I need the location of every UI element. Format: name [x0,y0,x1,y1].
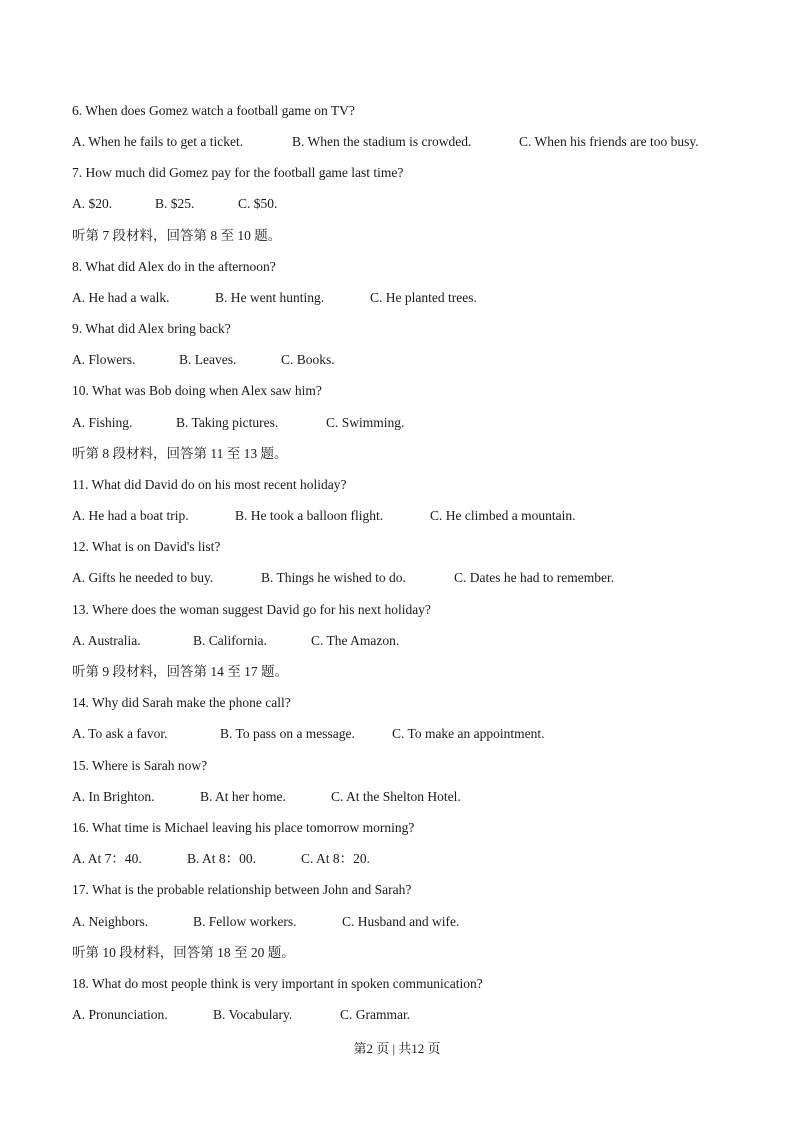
question-13: 13. Where does the woman suggest David go for his next holiday? [72,602,431,617]
question-15: 15. Where is Sarah now? [72,758,208,773]
option-11a: A. He had a boat trip. [72,508,189,523]
option-8c: C. He planted trees. [370,290,477,305]
option-15a: A. In Brighton. [72,789,155,804]
question-9: 9. What did Alex bring back? [72,321,231,336]
question-18: 18. What do most people think is very important in spoken communication? [72,976,483,991]
option-6b: B. When the stadium is crowded. [292,134,472,149]
option-10b: B. Taking pictures. [176,415,279,430]
option-18a: A. Pronunciation. [72,1007,168,1022]
question-10: 10. What was Bob doing when Alex saw him? [72,383,322,398]
option-10c: C. Swimming. [326,415,405,430]
option-17a: A. Neighbors. [72,914,149,929]
option-14a: A. To ask a favor. [72,726,168,741]
question-12: 12. What is on David's list? [72,539,221,554]
option-6a: A. When he fails to get a ticket. [72,134,244,149]
question-11: 11. What did David do on his most recent holiday? [72,477,347,492]
option-16a: A. At 7：40. [72,851,142,866]
option-7a: A. $20. [72,196,113,211]
question-14: 14. Why did Sarah make the phone call? [72,695,291,710]
option-13b: B. California. [193,633,267,648]
option-16b: B. At 8：00. [187,851,257,866]
question-17: 17. What is the probable relationship between John and Sarah? [72,882,412,897]
option-18b: B. Vocabulary. [213,1007,293,1022]
option-11c: C. He climbed a mountain. [430,508,576,523]
section-instruction-10: 听第 10 段材料，回答第 18 至 20 题。 [72,945,295,960]
option-18c: C. Grammar. [340,1007,411,1022]
option-8a: A. He had a walk. [72,290,170,305]
section-instruction-8: 听第 8 段材料，回答第 11 至 13 题。 [72,446,288,461]
page-footer: 第2 页 | 共12 页 [353,1041,441,1056]
option-7b: B. $25. [155,196,195,211]
option-14c: C. To make an appointment. [392,726,545,741]
question-7: 7. How much did Gomez pay for the football game last time? [72,165,404,180]
option-6c: C. When his friends are too busy. [519,134,699,149]
option-15c: C. At the Shelton Hotel. [331,789,461,804]
option-11b: B. He took a balloon flight. [235,508,384,523]
option-12c: C. Dates he had to remember. [454,570,615,585]
option-9a: A. Flowers. [72,352,136,367]
option-15b: B. At her home. [200,789,286,804]
option-17b: B. Fellow workers. [193,914,297,929]
option-17c: C. Husband and wife. [342,914,460,929]
option-9c: C. Books. [281,352,335,367]
option-9b: B. Leaves. [179,352,237,367]
option-7c: C. $50. [238,196,278,211]
option-12b: B. Things he wished to do. [261,570,406,585]
section-instruction-7: 听第 7 段材料，回答第 8 至 10 题。 [72,228,282,243]
option-13c: C. The Amazon. [311,633,400,648]
option-12a: A. Gifts he needed to buy. [72,570,214,585]
option-10a: A. Fishing. [72,415,133,430]
option-16c: C. At 8：20. [301,851,371,866]
question-8: 8. What did Alex do in the afternoon? [72,259,276,274]
option-14b: B. To pass on a message. [220,726,355,741]
question-6: 6. When does Gomez watch a football game on TV? [72,103,355,118]
section-instruction-9: 听第 9 段材料，回答第 14 至 17 题。 [72,664,288,679]
option-13a: A. Australia. [72,633,141,648]
question-16: 16. What time is Michael leaving his place tomorrow morning? [72,820,415,835]
option-8b: B. He went hunting. [215,290,325,305]
